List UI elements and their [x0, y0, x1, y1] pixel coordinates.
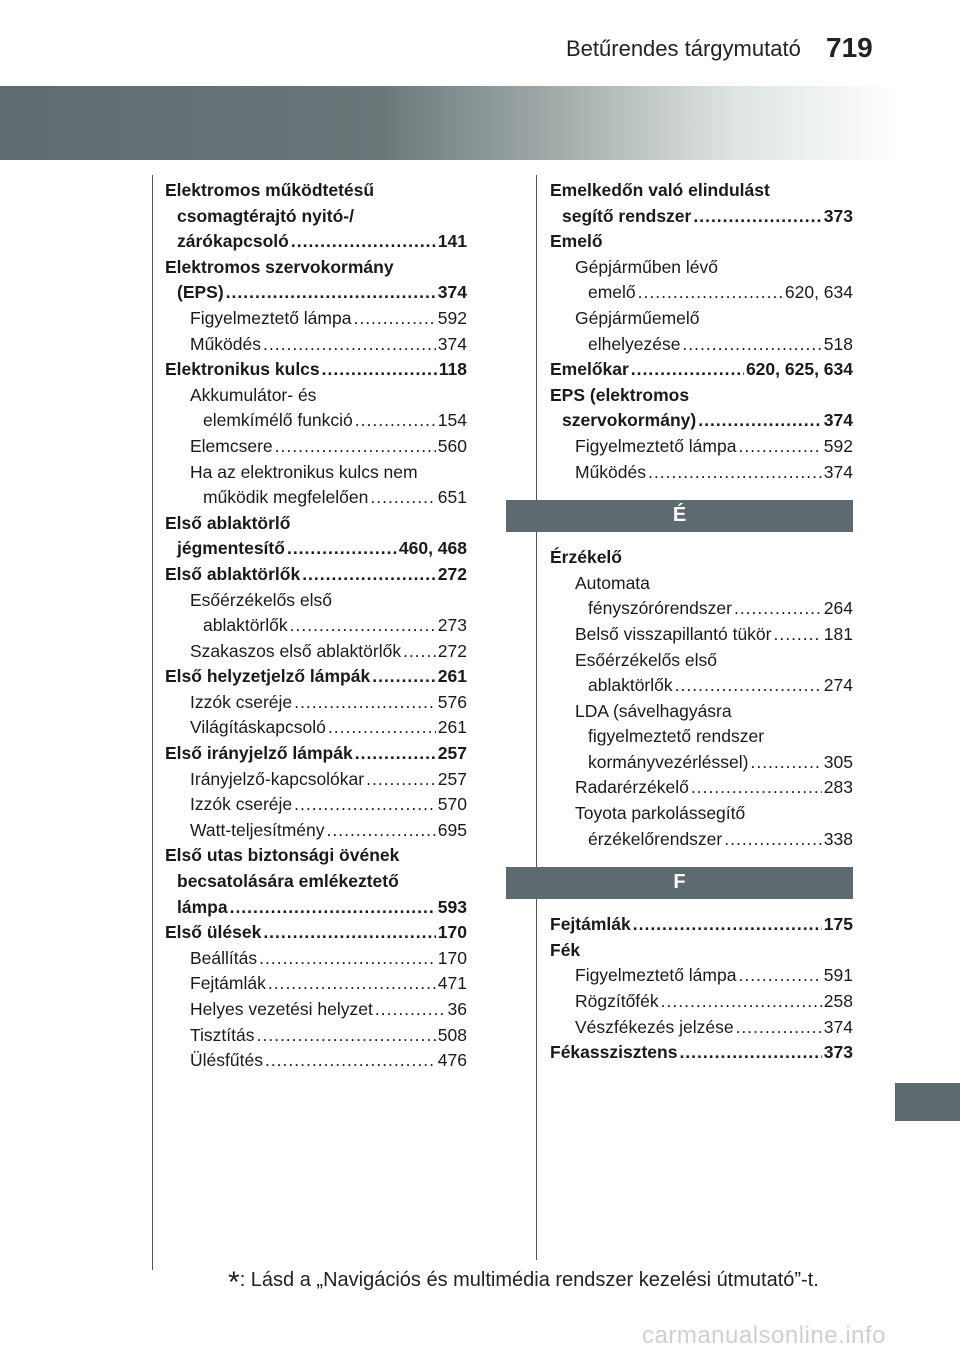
page-reference: 373	[823, 205, 853, 226]
entry-term: Izzók cseréje	[190, 691, 293, 712]
index-entry	[165, 229, 467, 255]
entry-term: fényszórórendszer	[588, 598, 732, 619]
entry-term: Akkumulátor- és	[190, 384, 317, 405]
dot-leader	[275, 434, 436, 460]
dot-leader	[302, 562, 436, 588]
entry-term: Fék	[550, 939, 581, 960]
dot-leader	[294, 690, 436, 716]
page-reference: 620, 634	[784, 282, 853, 303]
entry-term: lámpa	[177, 896, 228, 917]
dot-leader	[375, 997, 446, 1023]
entry-term: Fejtámlák	[190, 973, 266, 994]
dot-leader	[265, 1048, 436, 1074]
entry-term: Első ülések	[165, 922, 262, 943]
page-reference: 592	[437, 307, 467, 328]
entry-term: Működés	[190, 333, 262, 354]
dot-leader	[691, 775, 822, 801]
chapter-thumb-tab	[895, 1083, 960, 1121]
index-entry	[550, 280, 853, 306]
page-reference: 175	[823, 914, 853, 935]
index-heading	[550, 306, 853, 332]
page-reference: 695	[437, 819, 467, 840]
footnote-text: : Lásd a „Navigációs és multimédia rendszer kezelési útmutató”-t.	[239, 1269, 819, 1291]
page-reference: 374	[823, 1016, 853, 1037]
index-entry	[165, 1023, 467, 1049]
page-reference: 118	[438, 359, 467, 380]
entry-term: Helyes vezetési helyzet	[190, 999, 373, 1019]
entry-term: Elektromos szervokormány	[165, 256, 394, 277]
page-reference: 374	[437, 333, 467, 354]
entry-term: ablaktörlők	[203, 615, 288, 636]
entry-term: Emelő	[550, 231, 603, 252]
index-heading	[165, 869, 467, 895]
page-reference: 460, 468	[398, 538, 467, 559]
dot-leader	[372, 664, 436, 690]
page-reference: 261	[437, 717, 467, 738]
index-entry	[550, 1040, 853, 1066]
dot-leader	[734, 596, 822, 622]
entry-term: Első ablaktörlő	[165, 512, 291, 533]
index-entry	[550, 357, 853, 383]
dot-leader	[230, 895, 436, 921]
index-heading	[165, 511, 467, 537]
entry-term: Rögzítőfék	[575, 991, 659, 1012]
page-reference: 338	[823, 828, 853, 849]
index-entry	[165, 1048, 467, 1074]
entry-term: jégmentesítő	[177, 538, 285, 559]
index-entry	[165, 562, 467, 588]
entry-term: Elektronikus kulcs	[165, 359, 320, 380]
entry-term: Ülésfűtés	[190, 1050, 263, 1071]
entry-term: Első helyzetjelző lámpák	[165, 666, 371, 687]
entry-term: zárókapcsoló	[177, 231, 289, 252]
index-entry	[550, 460, 853, 486]
dot-leader	[353, 306, 435, 332]
entry-term: Fékasszisztens	[550, 1042, 678, 1063]
index-entry	[165, 664, 467, 690]
dot-leader	[648, 460, 822, 486]
index-entry	[550, 912, 853, 938]
index-entry	[165, 357, 467, 383]
page-reference: 560	[437, 435, 467, 456]
page-reference: 36	[447, 999, 467, 1019]
entry-term: Érzékelő	[550, 547, 622, 568]
page-reference: 141	[437, 231, 467, 252]
entry-term: EPS (elektromos	[550, 384, 690, 405]
page-reference: 471	[437, 973, 467, 994]
page-reference: 576	[437, 691, 467, 712]
dot-leader	[263, 920, 435, 946]
dot-leader	[682, 332, 821, 358]
index-heading	[550, 571, 853, 597]
page-reference: 272	[437, 640, 467, 661]
dot-leader	[675, 673, 822, 699]
entry-term: elhelyezése	[588, 333, 681, 354]
entry-term: Gépjárműben lévő	[575, 256, 718, 277]
index-entry	[550, 596, 853, 622]
index-heading	[550, 801, 853, 827]
page-reference: 154	[437, 410, 467, 431]
index-heading	[165, 204, 467, 230]
dot-leader	[322, 357, 437, 383]
index-heading	[165, 383, 467, 409]
index-heading	[165, 588, 467, 614]
index-heading	[550, 724, 853, 750]
index-entry	[550, 434, 853, 460]
page-reference: 374	[823, 410, 853, 431]
dot-leader	[355, 408, 436, 434]
entry-term: Figyelmeztető lámpa	[190, 307, 352, 328]
page-reference: 620, 625, 634	[745, 359, 853, 380]
dot-leader	[631, 357, 744, 383]
index-heading	[550, 545, 853, 571]
entry-term: Fejtámlák	[550, 914, 631, 935]
entry-term: emelő	[588, 282, 636, 303]
column-divider-middle	[536, 175, 537, 1260]
dot-leader	[724, 827, 822, 853]
dot-leader	[370, 485, 435, 511]
page-reference: 272	[437, 563, 467, 584]
index-entry	[550, 775, 853, 801]
entry-term: Emelőkar	[550, 359, 629, 380]
entry-term: Tisztítás	[190, 1024, 255, 1045]
dot-leader	[661, 989, 822, 1015]
index-column-left	[165, 178, 467, 1074]
entry-term: kormányvezérléssel)	[588, 751, 749, 772]
index-entry	[550, 989, 853, 1015]
index-heading	[550, 648, 853, 674]
page-reference: 651	[437, 487, 467, 508]
dot-leader	[263, 332, 436, 358]
page-reference: 170	[437, 947, 467, 968]
dot-leader	[698, 408, 822, 434]
watermark: carmanualsonline.info	[642, 1322, 886, 1349]
entry-term: figyelmeztető rendszer	[588, 726, 765, 747]
entry-term: segítő rendszer	[562, 205, 692, 226]
entry-term: működik megfelelően	[203, 487, 369, 508]
entry-term: Belső visszapillantó tükör	[575, 623, 772, 644]
dot-leader	[259, 946, 436, 972]
index-entry	[165, 536, 467, 562]
page-reference: 592	[823, 435, 853, 456]
entry-term: Első ablaktörlők	[165, 563, 301, 584]
index-entry	[165, 280, 467, 306]
page-reference: 374	[437, 282, 467, 303]
entry-term: Első utas biztonsági övének	[165, 845, 400, 866]
entry-term: Izzók cseréje	[190, 794, 293, 815]
page-reference: 257	[437, 743, 467, 764]
index-heading	[165, 255, 467, 281]
entry-term: Emelkedőn való elindulást	[550, 180, 770, 200]
page-reference: 476	[437, 1050, 467, 1071]
index-entry	[165, 971, 467, 997]
index-entry	[550, 204, 853, 230]
dot-leader	[268, 971, 436, 997]
page-reference: 258	[823, 991, 853, 1012]
entry-term: Elemcsere	[190, 435, 273, 456]
page-reference: 591	[823, 965, 853, 986]
index-entry	[165, 741, 467, 767]
entry-term: (EPS)	[177, 282, 224, 303]
index-heading	[165, 460, 467, 486]
dot-leader	[693, 204, 821, 230]
entry-term: Figyelmeztető lámpa	[575, 435, 737, 456]
section-letter-header: F	[506, 867, 853, 899]
dot-leader	[633, 912, 822, 938]
index-entry	[165, 408, 467, 434]
column-divider-left	[152, 175, 153, 1270]
index-heading	[550, 699, 853, 725]
dot-leader	[773, 622, 821, 648]
entry-term: Esőérzékelős első	[575, 649, 718, 670]
index-entry	[550, 750, 853, 776]
index-heading	[550, 383, 853, 409]
dot-leader	[638, 280, 783, 306]
entry-term: Ha az elektronikus kulcs nem	[190, 461, 418, 482]
dot-leader	[226, 280, 436, 306]
page-reference: 170	[437, 922, 467, 943]
entry-term: Gépjárműemelő	[575, 307, 700, 328]
index-heading	[550, 938, 853, 964]
index-entry	[165, 485, 467, 511]
index-column-right	[550, 178, 853, 1066]
index-heading	[550, 255, 853, 281]
entry-term: Világításkapcsoló	[190, 717, 326, 738]
entry-term: szervokormány)	[562, 410, 697, 431]
index-entry	[550, 963, 853, 989]
entry-term: Irányjelző-kapcsolókar	[190, 768, 365, 789]
page-reference: 593	[437, 896, 467, 917]
entry-term: Elektromos működtetésű	[165, 180, 375, 200]
page-reference: 261	[437, 666, 467, 687]
entry-term: Watt-teljesítmény	[190, 819, 325, 840]
footnote-star: *	[228, 1266, 240, 1299]
index-heading	[550, 229, 853, 255]
entry-term: becsatolására emlékeztető	[177, 871, 399, 892]
header-banner	[0, 86, 900, 160]
index-entry	[550, 622, 853, 648]
dot-leader	[355, 741, 436, 767]
index-heading	[550, 178, 853, 204]
index-entry	[165, 434, 467, 460]
page-reference: 264	[823, 598, 853, 619]
index-heading	[165, 843, 467, 869]
entry-term: Radarérzékelő	[575, 777, 689, 798]
entry-term: LDA (sávelhagyásra	[575, 700, 732, 721]
entry-term: Beállítás	[190, 947, 258, 968]
header-title: Betűrendes tárgymutató	[566, 36, 801, 61]
page-reference: 374	[823, 461, 853, 482]
entry-term: Esőérzékelős első	[190, 589, 333, 610]
entry-term: Vészfékezés jelzése	[575, 1016, 734, 1037]
page-reference: 570	[437, 794, 467, 815]
dot-leader	[750, 750, 821, 776]
entry-term: csomagtérajtó nyitó-/	[177, 205, 354, 226]
dot-leader	[679, 1040, 821, 1066]
dot-leader	[736, 1015, 822, 1041]
page-reference: 181	[823, 623, 853, 644]
entry-term: ablaktörlők	[588, 675, 673, 696]
dot-leader	[327, 818, 436, 844]
entry-term: Automata	[575, 572, 650, 593]
dot-leader	[291, 229, 436, 255]
entry-term: Figyelmeztető lámpa	[575, 965, 737, 986]
index-entry	[165, 792, 467, 818]
index-entry	[165, 920, 467, 946]
index-entry	[165, 613, 467, 639]
dot-leader	[403, 639, 436, 665]
index-entry	[550, 1015, 853, 1041]
index-heading	[165, 178, 467, 204]
index-entry	[165, 639, 467, 665]
index-entry	[550, 332, 853, 358]
dot-leader	[287, 536, 397, 562]
index-entry	[550, 408, 853, 434]
page-reference: 508	[437, 1024, 467, 1045]
index-entry	[165, 332, 467, 358]
entry-term: Első irányjelző lámpák	[165, 743, 353, 764]
index-entry	[165, 818, 467, 844]
dot-leader	[366, 767, 436, 793]
page-number: 719	[826, 32, 873, 63]
page-reference: 518	[823, 333, 853, 354]
page-reference: 373	[823, 1042, 853, 1063]
entry-term: elemkímélő funkció	[203, 410, 353, 431]
page-reference: 273	[437, 615, 467, 636]
dot-leader	[294, 792, 436, 818]
entry-term: Működés	[575, 461, 647, 482]
page-reference: 257	[437, 768, 467, 789]
index-entry	[165, 997, 467, 1023]
index-entry	[165, 690, 467, 716]
dot-leader	[738, 434, 821, 460]
dot-leader	[257, 1023, 436, 1049]
page-reference: 305	[823, 751, 853, 772]
footnote	[228, 1260, 819, 1299]
index-entry	[550, 673, 853, 699]
entry-term: Toyota parkolássegítő	[575, 803, 746, 824]
section-letter-header: É	[506, 500, 853, 532]
index-entry	[165, 715, 467, 741]
index-entry	[550, 827, 853, 853]
dot-leader	[738, 963, 821, 989]
index-entry	[165, 306, 467, 332]
dot-leader	[290, 613, 436, 639]
page-reference: 274	[823, 675, 853, 696]
index-entry	[165, 895, 467, 921]
index-entry	[165, 767, 467, 793]
entry-term: Szakaszos első ablaktörlők	[190, 640, 402, 661]
index-entry	[165, 946, 467, 972]
page-reference: 283	[823, 777, 853, 798]
entry-term: érzékelőrendszer	[588, 828, 723, 849]
dot-leader	[328, 715, 436, 741]
